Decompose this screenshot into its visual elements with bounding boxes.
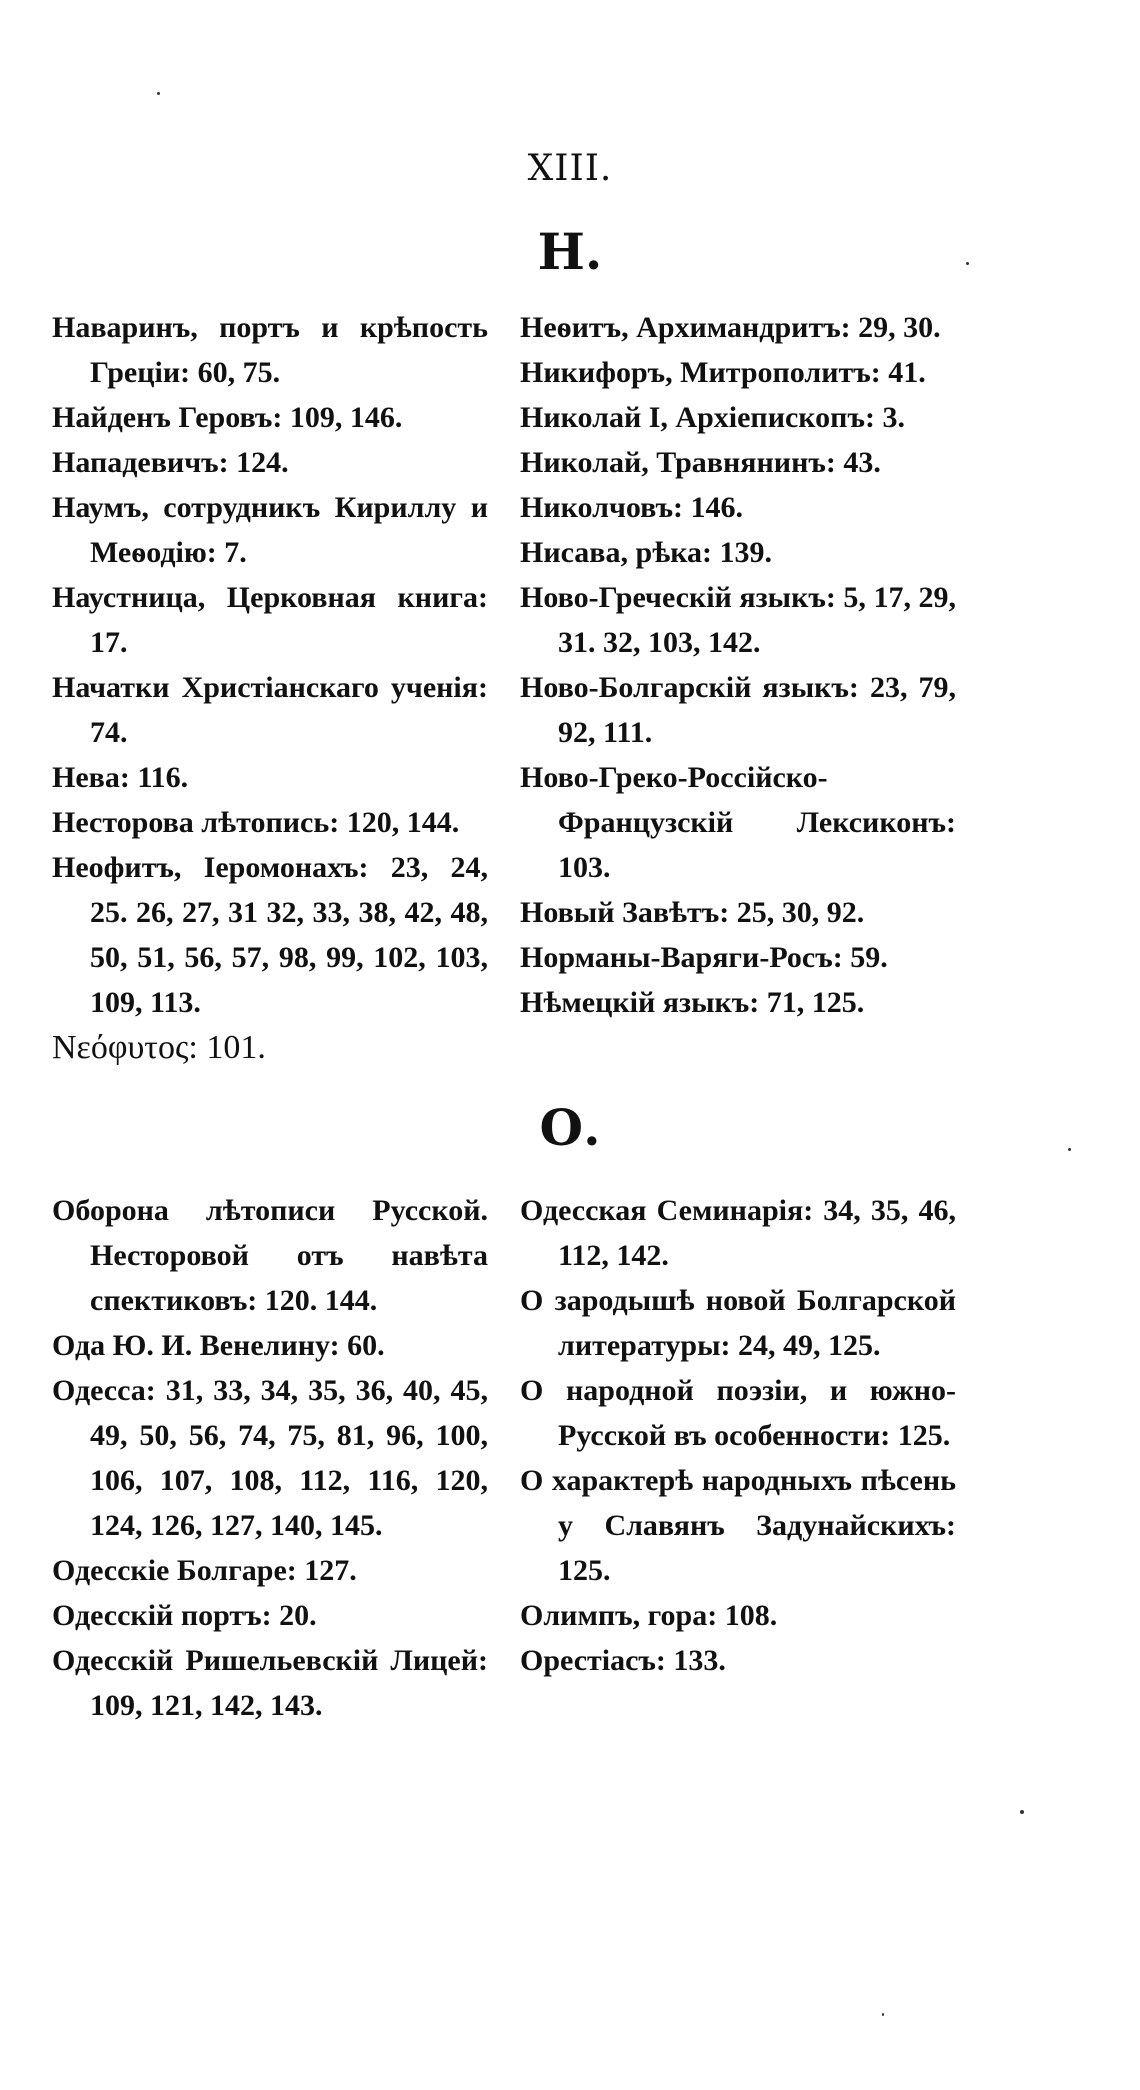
index-entry: Ново-Болгарскій языкъ: 23, 79, 92, 111. [520,671,956,749]
index-entry: О народной поэзіи, и южно-Русской въ особенности: 125. [520,1374,956,1452]
print-speck [1020,1810,1024,1814]
print-speck [882,2013,884,2016]
index-entry: Николчовъ: 146. [520,491,744,524]
index-entry: Норманы-Варяги-Росъ: 59. [520,941,888,974]
index-entry: Николай, Травнянинъ: 43. [520,446,881,479]
index-entry: Одесса: 31, 33, 34, 35, 36, 40, 45, 49, 50, 56, 74, 75, 81, 96, 100, 106, 107, 108, 112, 116, 120, 124, 126, 127, 140, 145. [52,1374,488,1542]
index-entry: Ново-Греко-Россійско-Французскій Лексиконъ: 103. [520,761,956,884]
index-column-n-right [520,305,956,1025]
index-column-n-left [52,305,488,1070]
index-entry: Наустница, Церковная книга: 17. [52,581,488,659]
index-entry: Найденъ Геровъ: 109, 146. [52,401,403,434]
section-letter-o: О. [539,1098,601,1157]
index-entry: Нева: 116. [52,761,189,794]
index-entry: Начатки Христіанскаго ученія: 74. [52,671,488,749]
index-entry: Олимпъ, гора: 108. [520,1599,778,1632]
index-entry: Новый Завѣтъ: 25, 30, 92. [520,896,865,929]
index-entry: Нѣмецкій языкъ: 71, 125. [520,986,865,1019]
index-entry: О характерѣ народныхъ пѣсень у Славянъ Задунайскихъ: 125. [520,1464,956,1587]
index-entry: Нисава, рѣка: 139. [520,536,773,569]
index-entry: Оборона лѣтописи Русской. Несторовой отъ навѣта спектиковъ: 120. 144. [52,1194,488,1317]
index-entry: Несторова лѣтопись: 120, 144. [52,806,460,839]
index-entry: Никифоръ, Митрополитъ: 41. [520,356,926,389]
index-entry: Ново-Греческій языкъ: 5, 17, 29, 31. 32, 103, 142. [520,581,956,659]
index-entry: Наваринъ, портъ и крѣпость Греціи: 60, 75. [52,311,488,389]
print-speck [157,92,160,95]
index-entry: Неофитъ, Іеромонахъ: 23, 24, 25. 26, 27, 31 32, 33, 38, 42, 48, 50, 51, 56, 57, 98, 99, 102, 103, 109, 113. [52,851,488,1019]
index-entry: Николай I, Архіепископъ: 3. [520,401,905,434]
index-entry-greek: Νεόφυτος: 101. [52,1029,266,1066]
index-column-o-left [52,1188,488,1728]
index-entry: Неѳитъ, Архимандритъ: 29, 30. [520,311,941,344]
index-column-o-right [520,1188,956,1683]
index-entry: Одесская Семинарія: 34, 35, 46, 112, 142. [520,1194,956,1272]
print-speck [1068,1148,1071,1151]
print-speck [966,262,969,265]
index-entry: Нападевичъ: 124. [52,446,289,479]
index-entry: Одесскій Ришельевскій Лицей: 109, 121, 142, 143. [52,1644,488,1722]
page-number: XIII. [527,148,613,189]
index-entry: Орестіасъ: 133. [520,1644,726,1677]
section-letter-n: Н. [537,222,603,281]
index-entry: Наумъ, сотрудникъ Кириллу и Меѳодію: 7. [52,491,488,569]
index-entry: Одесскіе Болгаре: 127. [52,1554,357,1587]
index-entry: Ода Ю. И. Венелину: 60. [52,1329,385,1362]
index-entry: О зародышѣ новой Болгарской литературы: 24, 49, 125. [520,1284,956,1362]
index-entry: Одесскій портъ: 20. [52,1599,317,1632]
